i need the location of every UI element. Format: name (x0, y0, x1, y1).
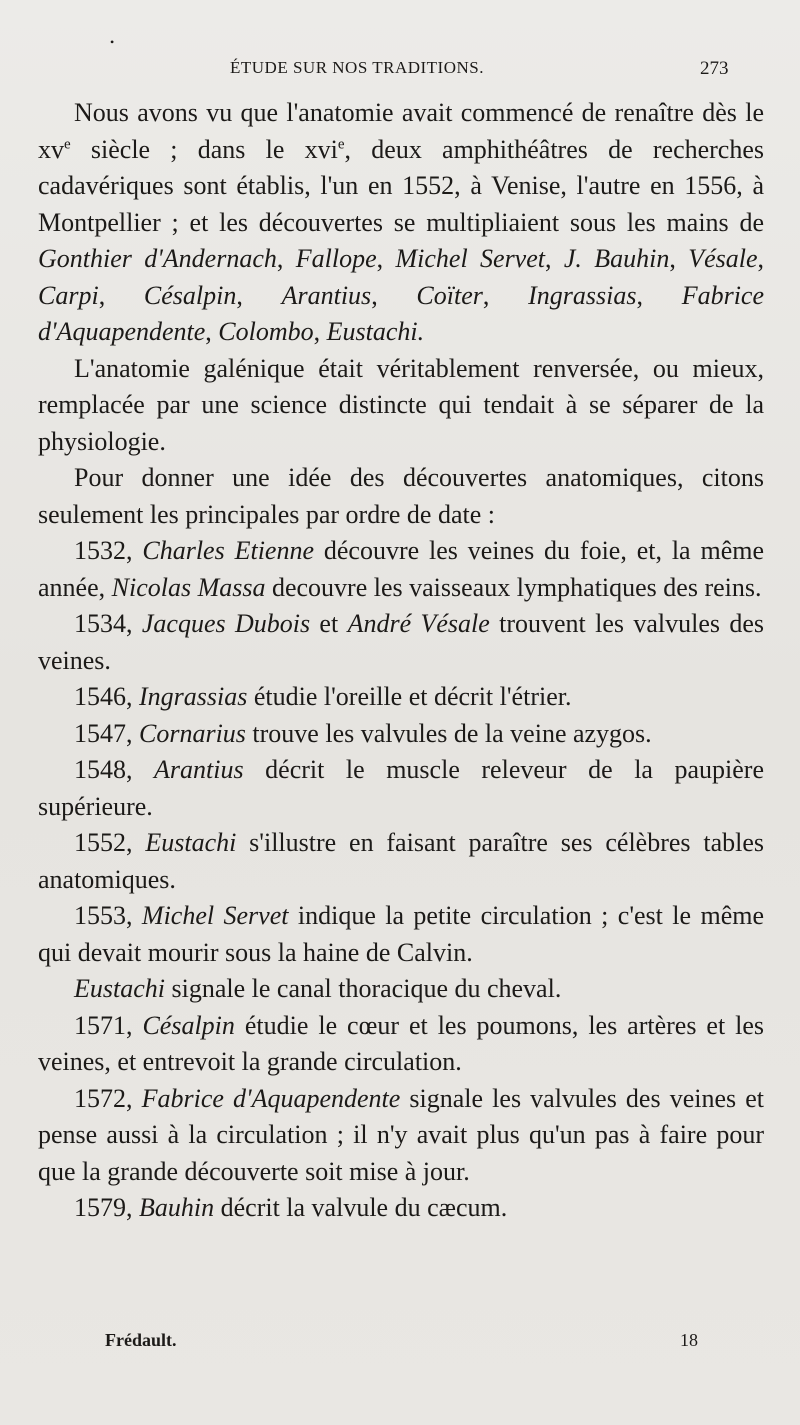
paragraph (38, 606, 764, 679)
text-run: 1547, (74, 718, 139, 748)
paragraph (38, 1008, 764, 1081)
text-run: , (376, 244, 396, 273)
paragraph (38, 752, 764, 825)
italic-name: Carpi (38, 280, 99, 310)
text-run: L'anatomie galénique était véritablement renversée, ou mieux, remplacée par une science distincte qui tendait à se séparer de la physiologie. (38, 353, 764, 456)
paragraph (38, 679, 764, 716)
paragraph (38, 95, 764, 351)
paragraph (38, 825, 764, 898)
italic-name: Arantius (281, 280, 372, 310)
text-run: 1572, (74, 1083, 142, 1113)
text-run: 1546, (74, 682, 139, 711)
italic-name: Bauhin (139, 1193, 215, 1222)
text-run: découvre les veines du foie, et, la même année, (38, 536, 764, 602)
text-run: siècle ; dans le xvi (70, 134, 338, 164)
text-run: trouve les valvules de la veine azygos. (245, 718, 652, 748)
text-run: indique la petite circulation ; c'est le même qui devait mourir sous la haine de Calvin. (38, 901, 765, 967)
text-run: Nous avons vu que l'anatomie avait commencé de renaître dès le xv (38, 98, 764, 164)
paragraph (38, 898, 764, 971)
text-run: signale le canal thoracique du cheval. (165, 974, 562, 1003)
text-run: decouvre les vaisseaux lymphatiques des reins. (265, 572, 762, 602)
paragraph (38, 460, 764, 533)
italic-name: Arantius (154, 755, 244, 784)
text-run: 1534, (74, 609, 142, 638)
italic-name: Nicolas Massa (111, 572, 266, 602)
superscript: e (337, 135, 345, 152)
text-run: décrit la valvule du cæcum. (214, 1193, 508, 1222)
paragraph (38, 971, 764, 1008)
italic-name: Fallope (295, 244, 377, 273)
text-run: 1553, (74, 901, 142, 930)
text-run: 1571, (74, 1010, 143, 1040)
paragraph (38, 716, 764, 753)
text-run: étudie le cœur et les poumons, les artères et les veines, et entrevoit la grande circulation. (38, 1010, 764, 1076)
italic-name: Césalpin (143, 280, 237, 310)
italic-name: Vésale (688, 244, 758, 273)
text-run: , (236, 280, 282, 310)
paragraph (38, 533, 764, 606)
body-text (38, 95, 764, 1227)
italic-name: Jacques Dubois (141, 609, 311, 638)
text-run: , (636, 280, 682, 310)
italic-name: Ingrassias (528, 280, 637, 310)
italic-name: Charles Etienne (142, 536, 314, 565)
page-footer (0, 1330, 800, 1360)
text-run: , (205, 317, 219, 346)
page-number: 273 (700, 58, 729, 79)
text-run: , (669, 244, 689, 273)
text-run: trouvent les valvules des veines. (38, 609, 765, 675)
sheet-number: 18 (680, 1330, 698, 1350)
italic-name: Coïter (416, 280, 483, 310)
text-run: 1552, (74, 828, 146, 857)
text-run: s'illustre en faisant paraître ses célèbres tables anatomiques. (38, 828, 765, 894)
text-run: Pour donner une idée des découvertes anatomiques, citons seulement les principales par ordre de date : (38, 463, 764, 529)
text-run: , (371, 280, 417, 310)
text-run: et (310, 609, 348, 638)
running-head (0, 58, 800, 88)
text-run: 1532, (74, 536, 143, 565)
italic-name: Colombo (218, 317, 314, 346)
italic-name: Ingrassias (139, 682, 248, 711)
italic-name: Michel Servet (141, 901, 289, 930)
italic-name: Cornarius (139, 718, 246, 748)
italic-name: Eustachi (145, 828, 237, 857)
italic-name: Michel Servet (395, 244, 545, 273)
ink-speck: • (110, 35, 115, 49)
running-title: ÉTUDE SUR NOS TRADITIONS. (230, 58, 484, 77)
text-run: , (757, 244, 765, 273)
italic-name: Eustachi. (326, 317, 425, 346)
paragraph (38, 1190, 764, 1227)
text-run: 1548, (74, 755, 155, 784)
text-run: , (482, 280, 529, 310)
text-run: étudie l'oreille et décrit l'étrier. (247, 682, 572, 711)
text-run: , (313, 317, 327, 346)
italic-name: Gonthier d'Andernach (38, 244, 277, 273)
text-run: décrit le muscle releveur de la paupière supérieure. (38, 755, 764, 821)
text-run: signale les valvules des veines et pense aussi à la circulation ; il n'y avait plus qu'un pas à faire pour que la grande découverte soit mise à jour. (38, 1083, 764, 1186)
italic-name: Fabrice d'Aquapendente (141, 1083, 401, 1113)
text-run: , deux amphithéâtres de recherches cadavériques sont établis, l'un en 1552, à Venise, l'autre en 1556, à Montpellier ; et les découvertes se multipliaient sous les mains de (38, 134, 765, 237)
paragraph (38, 1081, 764, 1191)
text-run: , (276, 244, 296, 273)
superscript: e (64, 135, 71, 152)
text-run: 1579, (74, 1193, 139, 1222)
italic-name: Fabrice d'Aquapendente (38, 280, 765, 346)
italic-name: Eustachi (74, 974, 165, 1003)
italic-name: J. Bauhin (563, 244, 670, 273)
italic-name: Césalpin (142, 1010, 235, 1040)
italic-name: André Vésale (347, 609, 490, 638)
signature-mark: Frédault. (105, 1330, 177, 1350)
text-run: , (545, 244, 564, 273)
text-run: , (98, 280, 144, 310)
paragraph (38, 351, 764, 461)
